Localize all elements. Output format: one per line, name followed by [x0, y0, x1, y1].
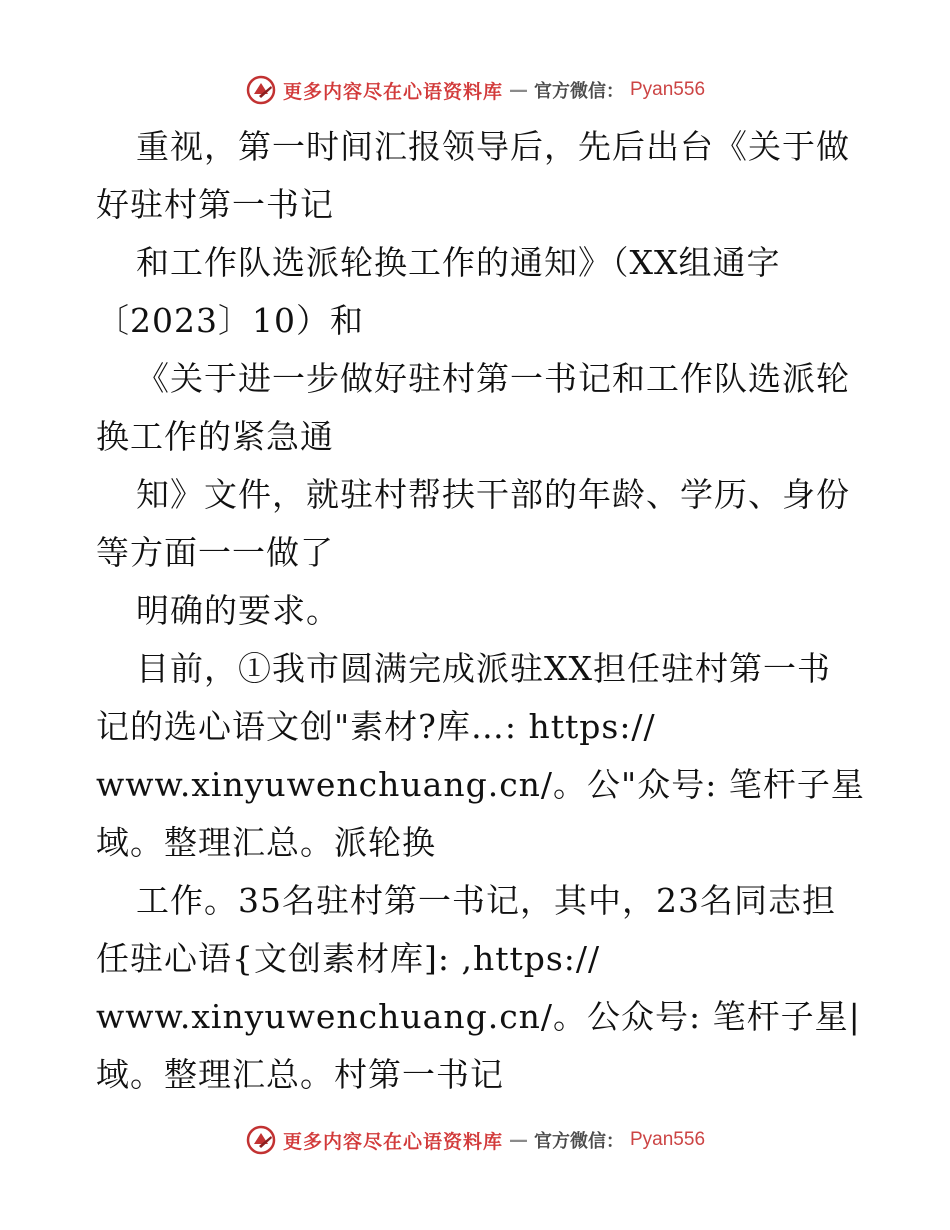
footer-separator: — — [509, 1129, 528, 1151]
body-line: 好驻村第一书记 — [96, 185, 334, 224]
body-line: 《关于进一步做好驻村第一书记和工作队选派轮 — [136, 359, 850, 398]
header-wechat-handle: Pyan556 — [630, 79, 706, 100]
body-line: 和工作队选派轮换工作的通知》（XX组通字 — [136, 243, 781, 282]
header-wechat-label: 官方微信： — [534, 81, 624, 102]
header-promo-text: 更多内容尽在心语资料库 — [282, 80, 503, 103]
body-line: www.xinyuwenchuang.cn/。公众号: 笔杆子星| — [96, 997, 861, 1036]
footer-promo-text: 更多内容尽在心语资料库 — [282, 1130, 503, 1153]
document-body — [96, 118, 866, 1104]
body-line: www.xinyuwenchuang.cn/。公"众号: 笔杆子星 — [96, 765, 865, 804]
body-line: 明确的要求。 — [136, 591, 340, 630]
body-line: 等方面一一做了 — [96, 533, 334, 572]
body-line: 域。整理汇总。派轮换 — [96, 823, 436, 862]
body-line: 换工作的紧急通 — [96, 417, 334, 456]
header-separator: — — [509, 79, 528, 101]
body-line: 任驻心语{文创素材库]: ,https:// — [96, 939, 601, 978]
body-line: 工作。35名驻村第一书记，其中，23名同志担 — [136, 881, 836, 920]
body-line: 知》文件，就驻村帮扶干部的年龄、学历、身份 — [136, 475, 850, 514]
brand-logo-icon — [245, 74, 277, 106]
footer-wechat-label: 官方微信： — [534, 1131, 624, 1152]
header-banner — [0, 70, 950, 110]
body-line: 目前，①我市圆满完成派驻XX担任驻村第一书 — [136, 649, 831, 688]
footer-wechat-handle: Pyan556 — [630, 1129, 706, 1150]
body-line: 〔2023〕10）和 — [96, 301, 364, 340]
body-line: 重视，第一时间汇报领导后，先后出台《关于做 — [136, 127, 850, 166]
brand-logo-icon — [245, 1124, 277, 1156]
body-line: 域。整理汇总。村第一书记 — [96, 1055, 504, 1094]
body-line: 记的选心语文创"素材?库…: https:// — [96, 707, 656, 746]
footer-banner — [0, 1120, 950, 1160]
